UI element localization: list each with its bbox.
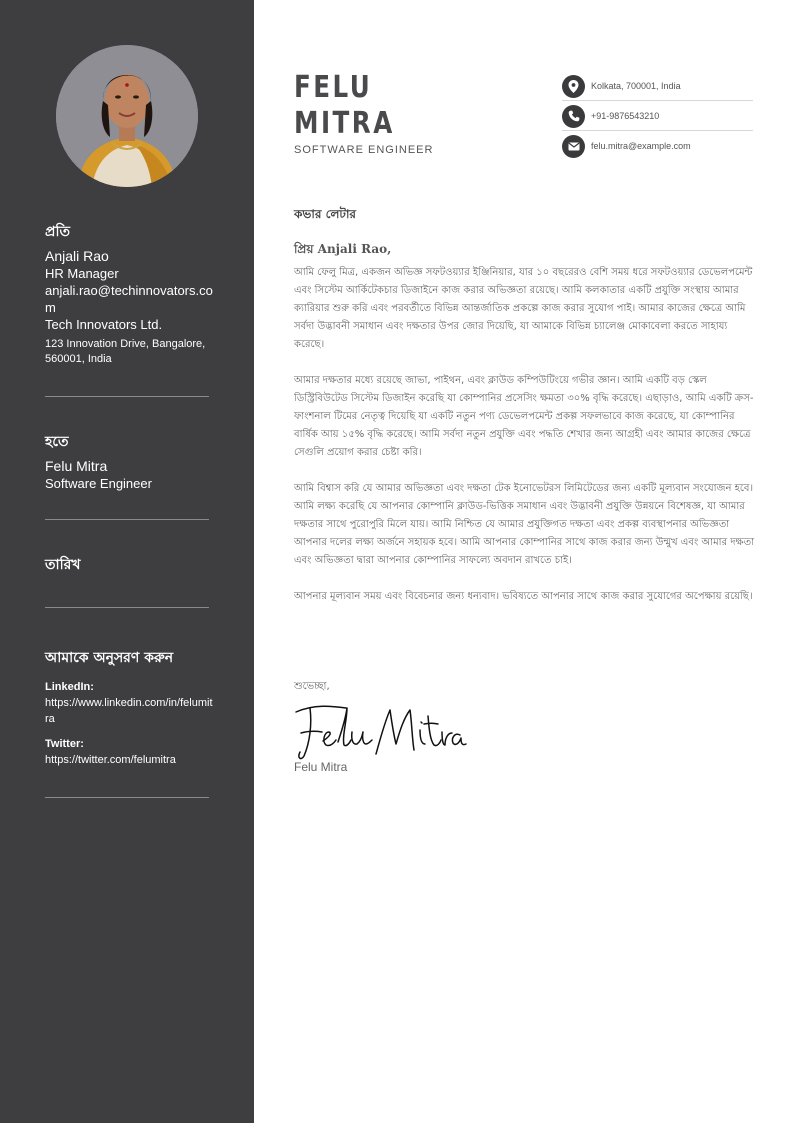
letter-greeting: প্রিয় Anjali Rao, <box>294 242 392 256</box>
email-text[interactable]: felu.mitra@example.com <box>591 141 691 151</box>
letter-body <box>294 264 754 624</box>
linkedin-label: LinkedIn: <box>45 681 94 693</box>
follow-heading: আমাকে অনুসরণ করুন <box>45 650 174 666</box>
recipient-email[interactable]: anjali.rao@techinnovators.com <box>45 283 213 315</box>
applicant-title: SOFTWARE ENGINEER <box>294 144 434 156</box>
applicant-name <box>294 70 395 142</box>
phone-text[interactable]: +91-9876543210 <box>591 111 660 121</box>
sender-heading: হতে <box>45 434 69 450</box>
date-section <box>45 553 215 581</box>
letter-paragraph: আমি বিশ্বাস করি যে আমার অভিজ্ঞতা এবং দক্ষতা টেক ইনোভেটরস লিমিটেডের জন্য একটি মূল্যবান সংযোজন হবে। আমি লক্ষ্য করেছি যে আপনার কোম্পানি ক্লাউড-ভিত্তিক সমাধান এবং উদ্ভাবনী প্রযুক্তি উন্নয়নে বিশেষজ্ঞ, যা আমার দক্ষতার সাথে পুরোপুরি মিলে যায়। আমি নিশ্চিত যে আমার প্রযুক্তিগত দক্ষতা এবং প্রকল্প ব্যবস্থাপনার অভিজ্ঞতা আপনার দলের লক্ষ্য অর্জনে সহায়ক হবে। আমি আপনার কোম্পানির সাথে কাজ করার জন্য উন্মুখ এবং আমার দক্ষতা এবং অভিজ্ঞতা দ্বারা আপনার কোম্পানির সাফল্যে অবদান রাখতে চাই। <box>294 483 755 566</box>
sender-role: Software Engineer <box>45 476 152 491</box>
letter-paragraph: আমি ফেলু মিত্র, একজন অভিজ্ঞ সফটওয়্যার ইঞ্জিনিয়ার, যার ১০ বছরেরও বেশি সময় ধরে সফটওয়্যার ডেভেলপমেন্ট এবং সিস্টেম আর্কিটেকচার ডিজাইনে কাজ করার অভিজ্ঞতা রয়েছে। আমি কলকাতার একটি প্রযুক্তি সংস্থায় আমার ক্যারিয়ার শুরু করি এবং পরবর্তীতে বিভিন্ন আন্তর্জাতিক প্রকল্পে কাজ করার সুযোগ পাই। আমার কাজের ক্ষেত্রে আমি সর্বদা উদ্ভাবনী সমাধান এবং দক্ষতার উপর জোর দিয়েছি, যা আমাকে বিভিন্ন চ্যালেঞ্জ মোকাবেলা করতে সাহায্য করেছে। <box>294 267 753 350</box>
phone-icon <box>562 105 585 128</box>
twitter-link[interactable]: https://twitter.com/felumitra <box>45 754 176 766</box>
first-name: FELU <box>294 70 373 105</box>
sender-section <box>45 430 215 492</box>
date-heading: তারিখ <box>45 557 81 573</box>
location-text: Kolkata, 700001, India <box>591 81 681 91</box>
sidebar-divider <box>45 396 209 397</box>
recipient-address: 123 Innovation Drive, Bangalore, 560001, India <box>45 338 206 365</box>
sidebar-divider <box>45 607 209 608</box>
letter-paragraph: আমার দক্ষতার মধ্যে রয়েছে জাভা, পাইথন, এবং ক্লাউড কম্পিউটিংয়ে গভীর জ্ঞান। আমি একটি বড় স্কেল ডিস্ট্রিবিউটেড সিস্টেম ডিজাইন করেছি যা কোম্পানির প্রসেসিং ক্ষমতা ৩০% বৃদ্ধি করেছে। এছাড়াও, আমি একটি ক্রস-ফাংশনাল টিমের নেতৃত্ব দিয়েছি যা একটি নতুন পণ্য ডেভেলপমেন্ট প্রকল্প সফলভাবে কাজ করেছে, যা কোম্পানির বার্ষিক আয় ১৫% বৃদ্ধি করেছে। আমি সর্বদা নতুন প্রযুক্তি এবং পদ্ধতি শেখার জন্য আগ্রহী এবং আমার কাজের ক্ষেত্রে সেগুলি প্রয়োগ করার চেষ্টা করি। <box>294 375 754 458</box>
recipient-name: Anjali Rao <box>45 248 109 264</box>
profile-photo <box>56 45 198 187</box>
handwritten-signature <box>292 700 472 767</box>
recipient-section <box>45 220 215 367</box>
contact-email <box>562 132 753 160</box>
letter-closing: শুভেচ্ছা, <box>294 681 330 692</box>
follow-section <box>45 646 215 768</box>
sidebar <box>0 0 254 1123</box>
letter-title: কভার লেটার <box>294 207 357 221</box>
envelope-icon <box>562 135 585 158</box>
contact-phone <box>562 102 753 131</box>
contact-location <box>562 72 753 101</box>
last-name: MITRA <box>294 106 395 141</box>
recipient-role: HR Manager <box>45 266 119 281</box>
twitter-label: Twitter: <box>45 738 84 750</box>
sidebar-divider <box>45 519 209 520</box>
contact-list <box>562 72 753 161</box>
sender-name: Felu Mitra <box>45 458 108 474</box>
letter-paragraph: আপনার মূল্যবান সময় এবং বিবেচনার জন্য ধন্যবাদ। ভবিষ্যতে আপনার সাথে কাজ করার সুযোগের অপেক্ষায় রয়েছি। <box>294 591 753 602</box>
signature-name: Felu Mitra <box>294 760 348 774</box>
sidebar-divider <box>45 797 209 798</box>
recipient-heading: প্রতি <box>45 224 70 240</box>
linkedin-link[interactable]: https://www.linkedin.com/in/felumitra <box>45 697 213 725</box>
recipient-company: Tech Innovators Ltd. <box>45 317 163 332</box>
location-pin-icon <box>562 75 585 98</box>
